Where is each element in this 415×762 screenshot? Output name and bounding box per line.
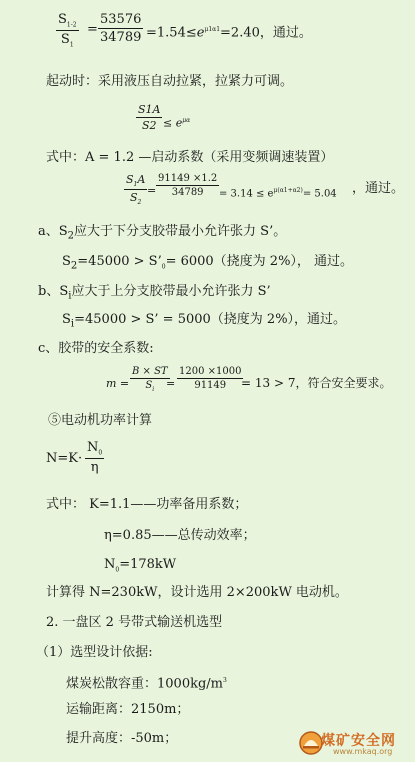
watermark-text: 煤矿安全网 [321, 733, 396, 749]
motor-selection: 计算得 N=230kW，设计选用 2×200kW 电动机。 [46, 585, 348, 600]
power-fraction: $\frac{N_0}{\eta}$ [87, 440, 103, 475]
watermark-url: www.mkaq.org [333, 747, 393, 756]
item-b-calc: $S_i=45000 > S$’ = 5000（挠度为 2%），通过。 [62, 312, 347, 330]
item-a: a、$S_2$应大于下分支胶带最小允许张力 S’。 [38, 224, 287, 242]
value-fraction: $\frac{53576}{34789}$ [100, 12, 142, 45]
helmet-logo-icon [299, 730, 323, 756]
eq-sign: = [87, 22, 98, 37]
section-conveyor-2: 2. 一盘区 2 号带式输送机选型 [46, 615, 223, 630]
safety-result: = 13 > 7，符合安全要求。 [241, 376, 392, 390]
item-b: b、$S_i$应大于上分支胶带最小允许张力 S’ [38, 284, 271, 302]
startup-inequality: ≤ $e^{\mu\alpha}$ [163, 116, 191, 130]
startup-pass: ，通过。 [352, 181, 405, 196]
item-c: c、胶带的安全系数: [38, 341, 154, 356]
coal-bulk-density: 煤炭松散容重：$1000kg/m^3$ [66, 676, 227, 692]
ratio-fraction: $\frac{S_{1-2}}{S_1}$ [58, 12, 77, 49]
startup-fraction: $\frac{S1A}{S2}$ [138, 103, 161, 132]
startup-mid-fraction: $\frac{91149 \times 1.2}{34789}$ [158, 173, 218, 198]
lift-height: 提升高度：-50m； [66, 731, 178, 746]
power-lhs: N=K· [46, 451, 83, 466]
safety-fraction-2: $\frac{1200 \times 1000}{91149}$ [179, 366, 242, 391]
safety-lhs: m = [106, 377, 130, 390]
startup-lhs-fraction: $\frac{S_1A}{S_2}$ [126, 173, 146, 207]
startup-text: 起动时：采用液压自动拉紧，拉紧力可调。 [46, 74, 294, 89]
transport-distance: 运输距离：2150m； [66, 702, 190, 717]
section-motor-power: ⑤电动机功率计算 [48, 413, 153, 428]
site-watermark [299, 728, 411, 758]
where-power-factor: 式中： K=1.1——功率备用系数； [46, 497, 248, 512]
eq1-result: $=1.54\le e^{\mu 1\alpha 1}=2.40$，通过。 [146, 25, 312, 41]
rated-power: $N_0=178kW$ [104, 557, 177, 574]
subsection-design-basis: （1）选型设计依据: [36, 645, 153, 660]
where-startup-coefficient: 式中：A = 1.2 —启动系数（采用变频调速装置） [46, 150, 334, 165]
item-a-calc: $S_2=45000$ > $S’_0= 6000$（挠度为 2%）， 通过。 [62, 254, 354, 272]
safety-fraction-1: $\frac{B \times ST}{S_i}$ [132, 366, 168, 393]
eq3-sign: = [147, 184, 157, 197]
transmission-efficiency: η=0.85——总传动效率； [104, 528, 256, 543]
startup-comparison: = $3.14 \le e^{\mu(\alpha 1+\alpha 2)}= 5.04$ [219, 187, 337, 200]
eq4-sign: = [166, 377, 176, 390]
